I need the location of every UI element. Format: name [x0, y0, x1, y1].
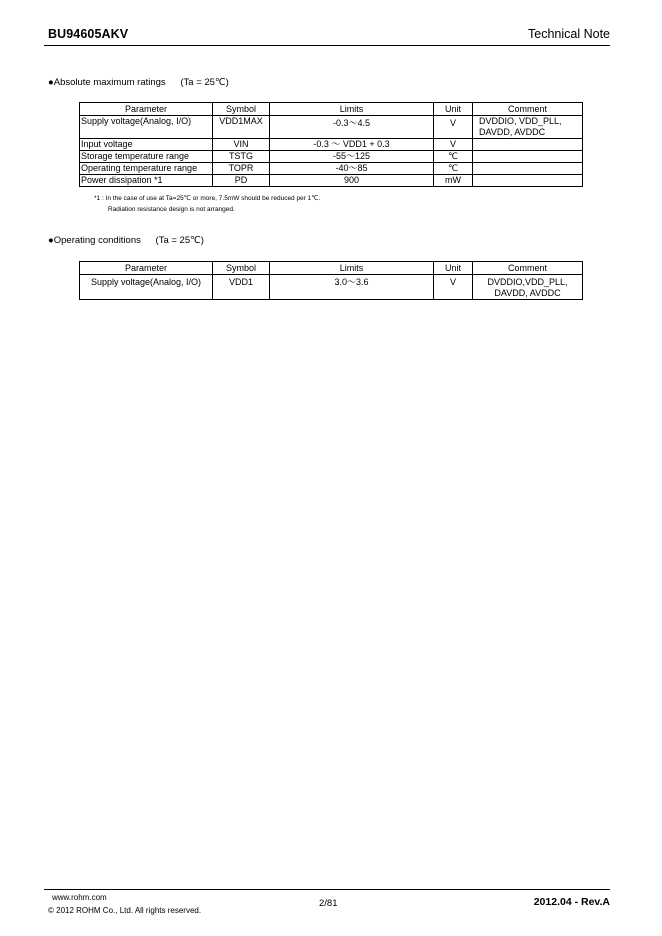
column-header: Symbol: [213, 103, 270, 116]
parameter-cell: Operating temperature range: [80, 163, 213, 175]
abs-max-table: [79, 102, 583, 187]
footnote-line: Radiation resistance design is not arranged.: [108, 206, 235, 213]
table-row: [80, 151, 583, 163]
column-header: Comment: [473, 103, 583, 116]
op-cond-heading: [48, 235, 204, 246]
abs-max-footnote: [94, 193, 320, 215]
revision-label: 2012.04 - Rev.A: [533, 896, 610, 908]
unit-cell: V: [434, 139, 473, 151]
document-type-label: Technical Note: [528, 27, 610, 41]
symbol-cell: VDD1MAX: [213, 116, 270, 139]
abs-max-condition: (Ta = 25℃): [180, 77, 229, 88]
limits-cell: -0.3 ～ VDD1 + 0.3: [270, 139, 434, 151]
document-title: BU94605AKV: [48, 27, 129, 41]
table-row: [80, 175, 583, 187]
footnote-line: *1 : In the case of use at Ta=25℃ or more, 7.5mW should be reduced per 1℃.: [94, 195, 321, 202]
comment-cell: [473, 275, 583, 300]
symbol-cell: TOPR: [213, 163, 270, 175]
table-row: [80, 275, 583, 300]
table-row: [80, 139, 583, 151]
header-divider: [44, 45, 610, 46]
column-header: Limits: [270, 262, 434, 275]
parameter-cell: Supply voltage(Analog, I/O): [80, 275, 213, 300]
limits-cell: -55～125: [270, 151, 434, 163]
symbol-cell: VIN: [213, 139, 270, 151]
comment-cell: [473, 175, 583, 187]
limits-cell: 900: [270, 175, 434, 187]
comment-line: DVDDIO,VDD_PLL,: [487, 277, 568, 287]
unit-cell: ℃: [434, 151, 473, 163]
parameter-cell: Power dissipation *1: [80, 175, 213, 187]
comment-line: DAVDD, AVDDC: [479, 127, 546, 137]
abs-max-heading: [48, 77, 229, 88]
op-cond-table: [79, 261, 583, 300]
op-cond-condition: (Ta = 25℃): [155, 235, 204, 246]
footer-url: www.rohm.com: [52, 893, 107, 902]
parameter-cell: Storage temperature range: [80, 151, 213, 163]
comment-cell: [473, 116, 583, 139]
comment-cell: [473, 139, 583, 151]
column-header: Unit: [434, 262, 473, 275]
limits-cell: -40～85: [270, 163, 434, 175]
limits-cell: 3.0～3.6: [270, 275, 434, 300]
unit-cell: ℃: [434, 163, 473, 175]
footer-copyright: © 2012 ROHM Co., Ltd. All rights reserved.: [48, 906, 202, 915]
parameter-cell: Input voltage: [80, 139, 213, 151]
table-header-row: [80, 262, 583, 275]
table-row: [80, 163, 583, 175]
unit-cell: V: [434, 275, 473, 300]
comment-cell: [473, 163, 583, 175]
comment-line: DVDDIO, VDD_PLL,: [479, 116, 562, 126]
comment-line: DAVDD, AVDDC: [494, 288, 561, 298]
table-row: [80, 116, 583, 139]
symbol-cell: PD: [213, 175, 270, 187]
footer-divider: [44, 889, 610, 890]
column-header: Limits: [270, 103, 434, 116]
column-header: Comment: [473, 262, 583, 275]
column-header: Parameter: [80, 262, 213, 275]
symbol-cell: VDD1: [213, 275, 270, 300]
column-header: Unit: [434, 103, 473, 116]
symbol-cell: TSTG: [213, 151, 270, 163]
abs-max-heading-text: ●Absolute maximum ratings: [48, 77, 166, 88]
unit-cell: mW: [434, 175, 473, 187]
comment-cell: [473, 151, 583, 163]
column-header: Symbol: [213, 262, 270, 275]
unit-cell: V: [434, 116, 473, 139]
limits-cell: -0.3～4.5: [270, 116, 434, 139]
page-number: 2/81: [319, 898, 338, 909]
table-header-row: [80, 103, 583, 116]
column-header: Parameter: [80, 103, 213, 116]
parameter-cell: Supply voltage(Analog, I/O): [80, 116, 213, 139]
op-cond-heading-text: ●Operating conditions: [48, 235, 141, 246]
